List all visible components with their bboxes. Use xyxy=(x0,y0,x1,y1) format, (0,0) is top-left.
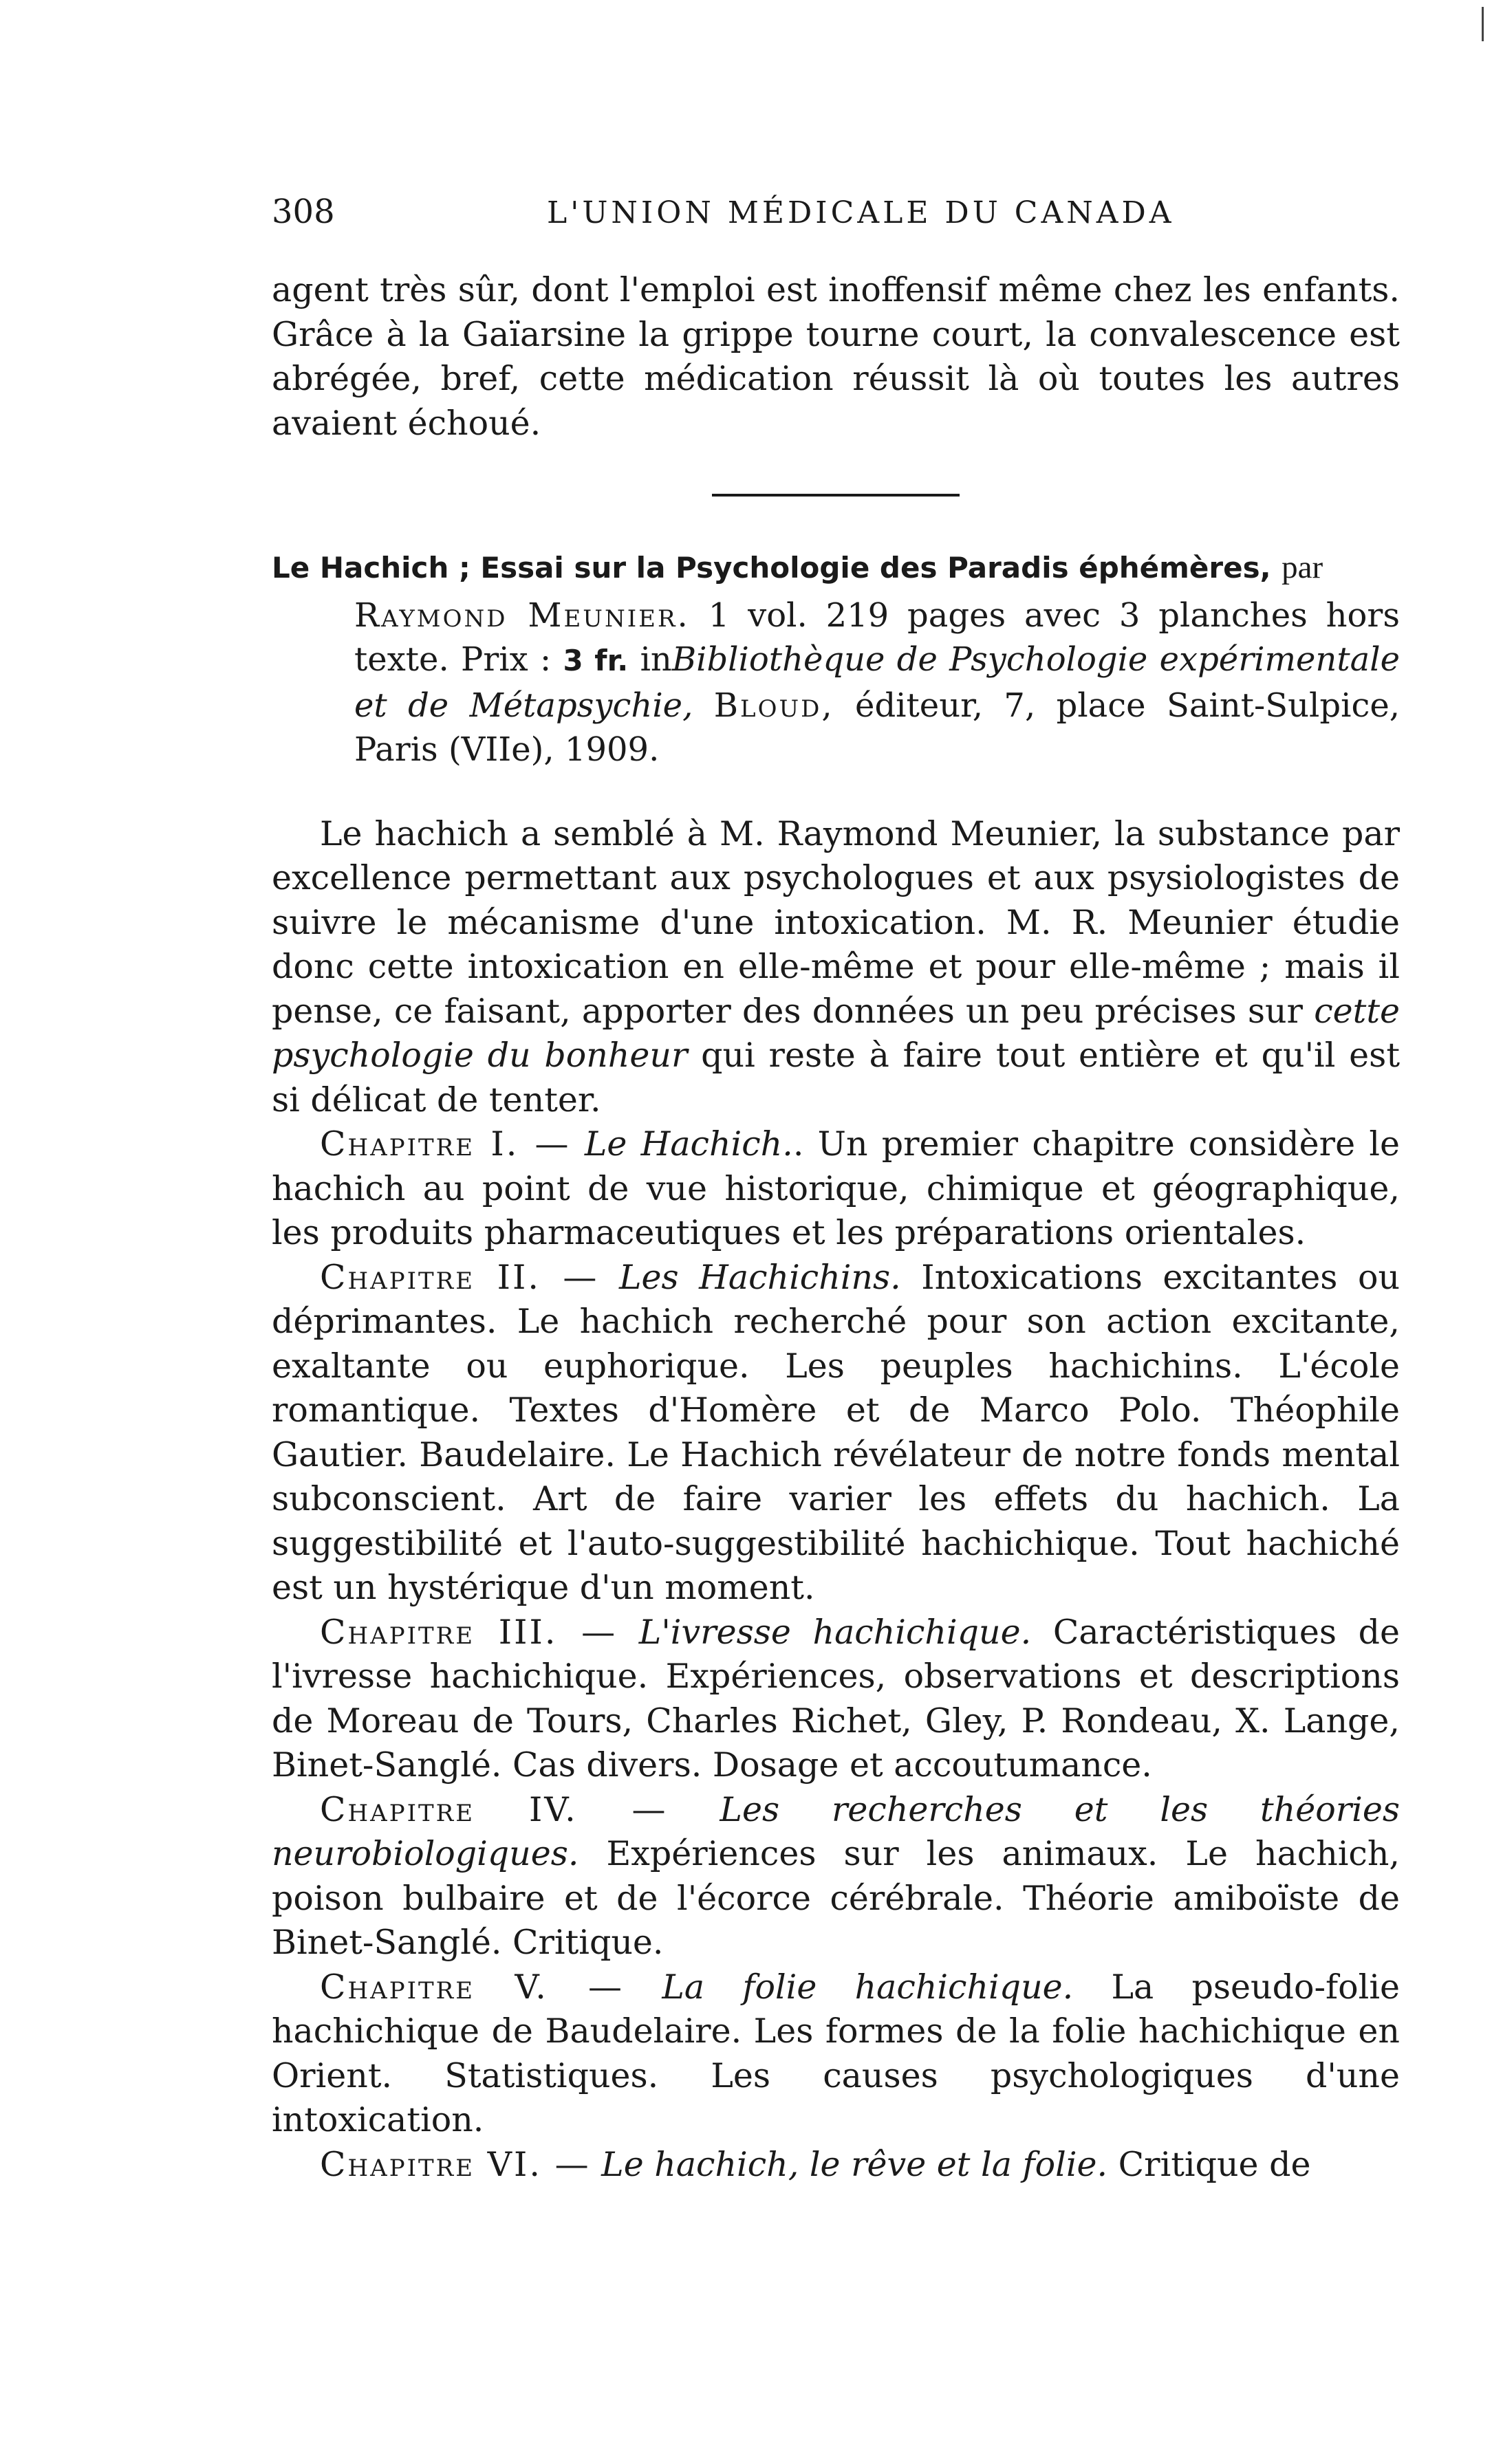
chapter-title: L'ivresse hachichique. xyxy=(638,1612,1032,1652)
review-in: in xyxy=(640,640,672,679)
chapter-text: Expériences sur les animaux. Le hachich, poison bulbaire et de l'écorce cérébrale. Théorie amiboïste de Binet-Sanglé. Critique. xyxy=(272,1834,1400,1962)
chapter-6 xyxy=(272,2143,1400,2188)
chapter-title: Les recherches et les théories neurobiologiques. xyxy=(272,1789,1400,1873)
chapter-text: Caractéristiques de l'ivresse hachichique. Expériences, observations et descriptions de Moreau de Tours, Charles Richet, Gley, P. Rondeau, X. Lange, Binet-Sanglé. Cas divers. Dosage et accoutumance. xyxy=(272,1612,1401,1785)
chapter-title: La folie hachichique. xyxy=(662,1967,1074,2007)
chapter-label: Chapitre III. — xyxy=(320,1612,618,1652)
review-pages: 1 vol. 219 pages avec 3 planches hors texte. xyxy=(354,596,1401,679)
chapter-label: Chapitre I. — xyxy=(320,1124,571,1164)
chapter-5 xyxy=(272,1965,1400,2143)
page xyxy=(272,193,1400,2187)
chapter-4 xyxy=(272,1788,1400,1965)
section-divider xyxy=(712,494,960,497)
page-header xyxy=(272,193,1400,254)
chapter-title: Le Hachich. xyxy=(584,1124,793,1164)
review-price: 3 fr. xyxy=(563,644,629,677)
review-citation xyxy=(272,545,1400,772)
review-details xyxy=(272,593,1400,772)
review-author: Raymond Meunier. xyxy=(354,596,690,635)
review-collection: Bibliothèque de Psychologie expérimentale et de Métapsychie, xyxy=(354,640,1401,725)
chapter-2 xyxy=(272,1256,1400,1611)
chapter-text: Intoxications excitantes ou déprimantes. Le hachich recherché pour son action excitante, exaltante ou euphorique. Les peuples hachichins. L'école romantique. Textes d'Homère et de Marco Polo. Théophile Gautier. Baudelaire. Le Hachich révélateur de notre fonds mental subconscient. Art de faire varier les effets du hachich. La suggestibilité et l'auto-suggestibilité hachichique. Tout hachiché est un hystérique d'un moment. xyxy=(272,1257,1401,1607)
chapter-title: Le hachich, le rêve et la folie. xyxy=(601,2144,1108,2184)
chapter-label: Chapitre V. — xyxy=(320,1967,625,2007)
intro-paragraph xyxy=(272,812,1400,1123)
chapter-label: Chapitre VI. — xyxy=(320,2144,591,2184)
review-title: Le Hachich ; Essai sur la Psychologie des Paradis éphémères, xyxy=(272,551,1271,585)
chapter-label: Chapitre IV. — xyxy=(320,1789,668,1829)
review-price-label: Prix : xyxy=(461,640,552,679)
opening-paragraph: agent très sûr, dont l'emploi est inoffensif même chez les enfants. Grâce à la Gaïarsine la grippe tourne court, la convalescence est abrégée, bref, cette médication réussit là où toutes les autres avaient échoué. xyxy=(272,270,1400,443)
chapter-1 xyxy=(272,1122,1400,1256)
chapter-text: Critique de xyxy=(1118,2144,1311,2184)
review-address: éditeur, 7, place Saint-Sulpice, Paris (VIIe), 1909. xyxy=(354,686,1401,769)
review-by: par xyxy=(1282,549,1323,585)
chapter-title: Les Hachichins. xyxy=(618,1257,901,1297)
page-number: 308 xyxy=(272,193,335,231)
page-edge-mark xyxy=(1469,0,1492,48)
chapter-text: . Un premier chapitre considère le hachich au point de vue historique, chimique et géographique, les produits pharmaceutiques et les préparations orientales. xyxy=(272,1124,1401,1252)
chapter-3 xyxy=(272,1611,1400,1788)
chapter-label: Chapitre II. — xyxy=(320,1257,599,1297)
running-head: L'UNION MÉDICALE DU CANADA xyxy=(547,195,1175,230)
intro-part2: qui reste à faire tout entière et qu'il est si délicat de tenter. xyxy=(272,1036,1401,1120)
review-publisher: Bloud, xyxy=(713,686,834,725)
intro-part1: Le hachich a semblé à M. Raymond Meunier, la substance par excellence permettant aux psychologues et aux psysiologistes de suivre le mécanisme d'une intoxication. M. R. Meunier étudie donc cette intoxication en elle-même et pour elle-même ; mais il pense, ce faisant, apporter des données un peu précises sur xyxy=(272,814,1400,1031)
chapter-text: La pseudo-folie hachichique de Baudelaire. Les formes de la folie hachichique en Orient. Statistiques. Les causes psychologiques d'une intoxication. xyxy=(272,1967,1400,2139)
intro-italic: cette psychologie du bonheur xyxy=(272,991,1401,1075)
